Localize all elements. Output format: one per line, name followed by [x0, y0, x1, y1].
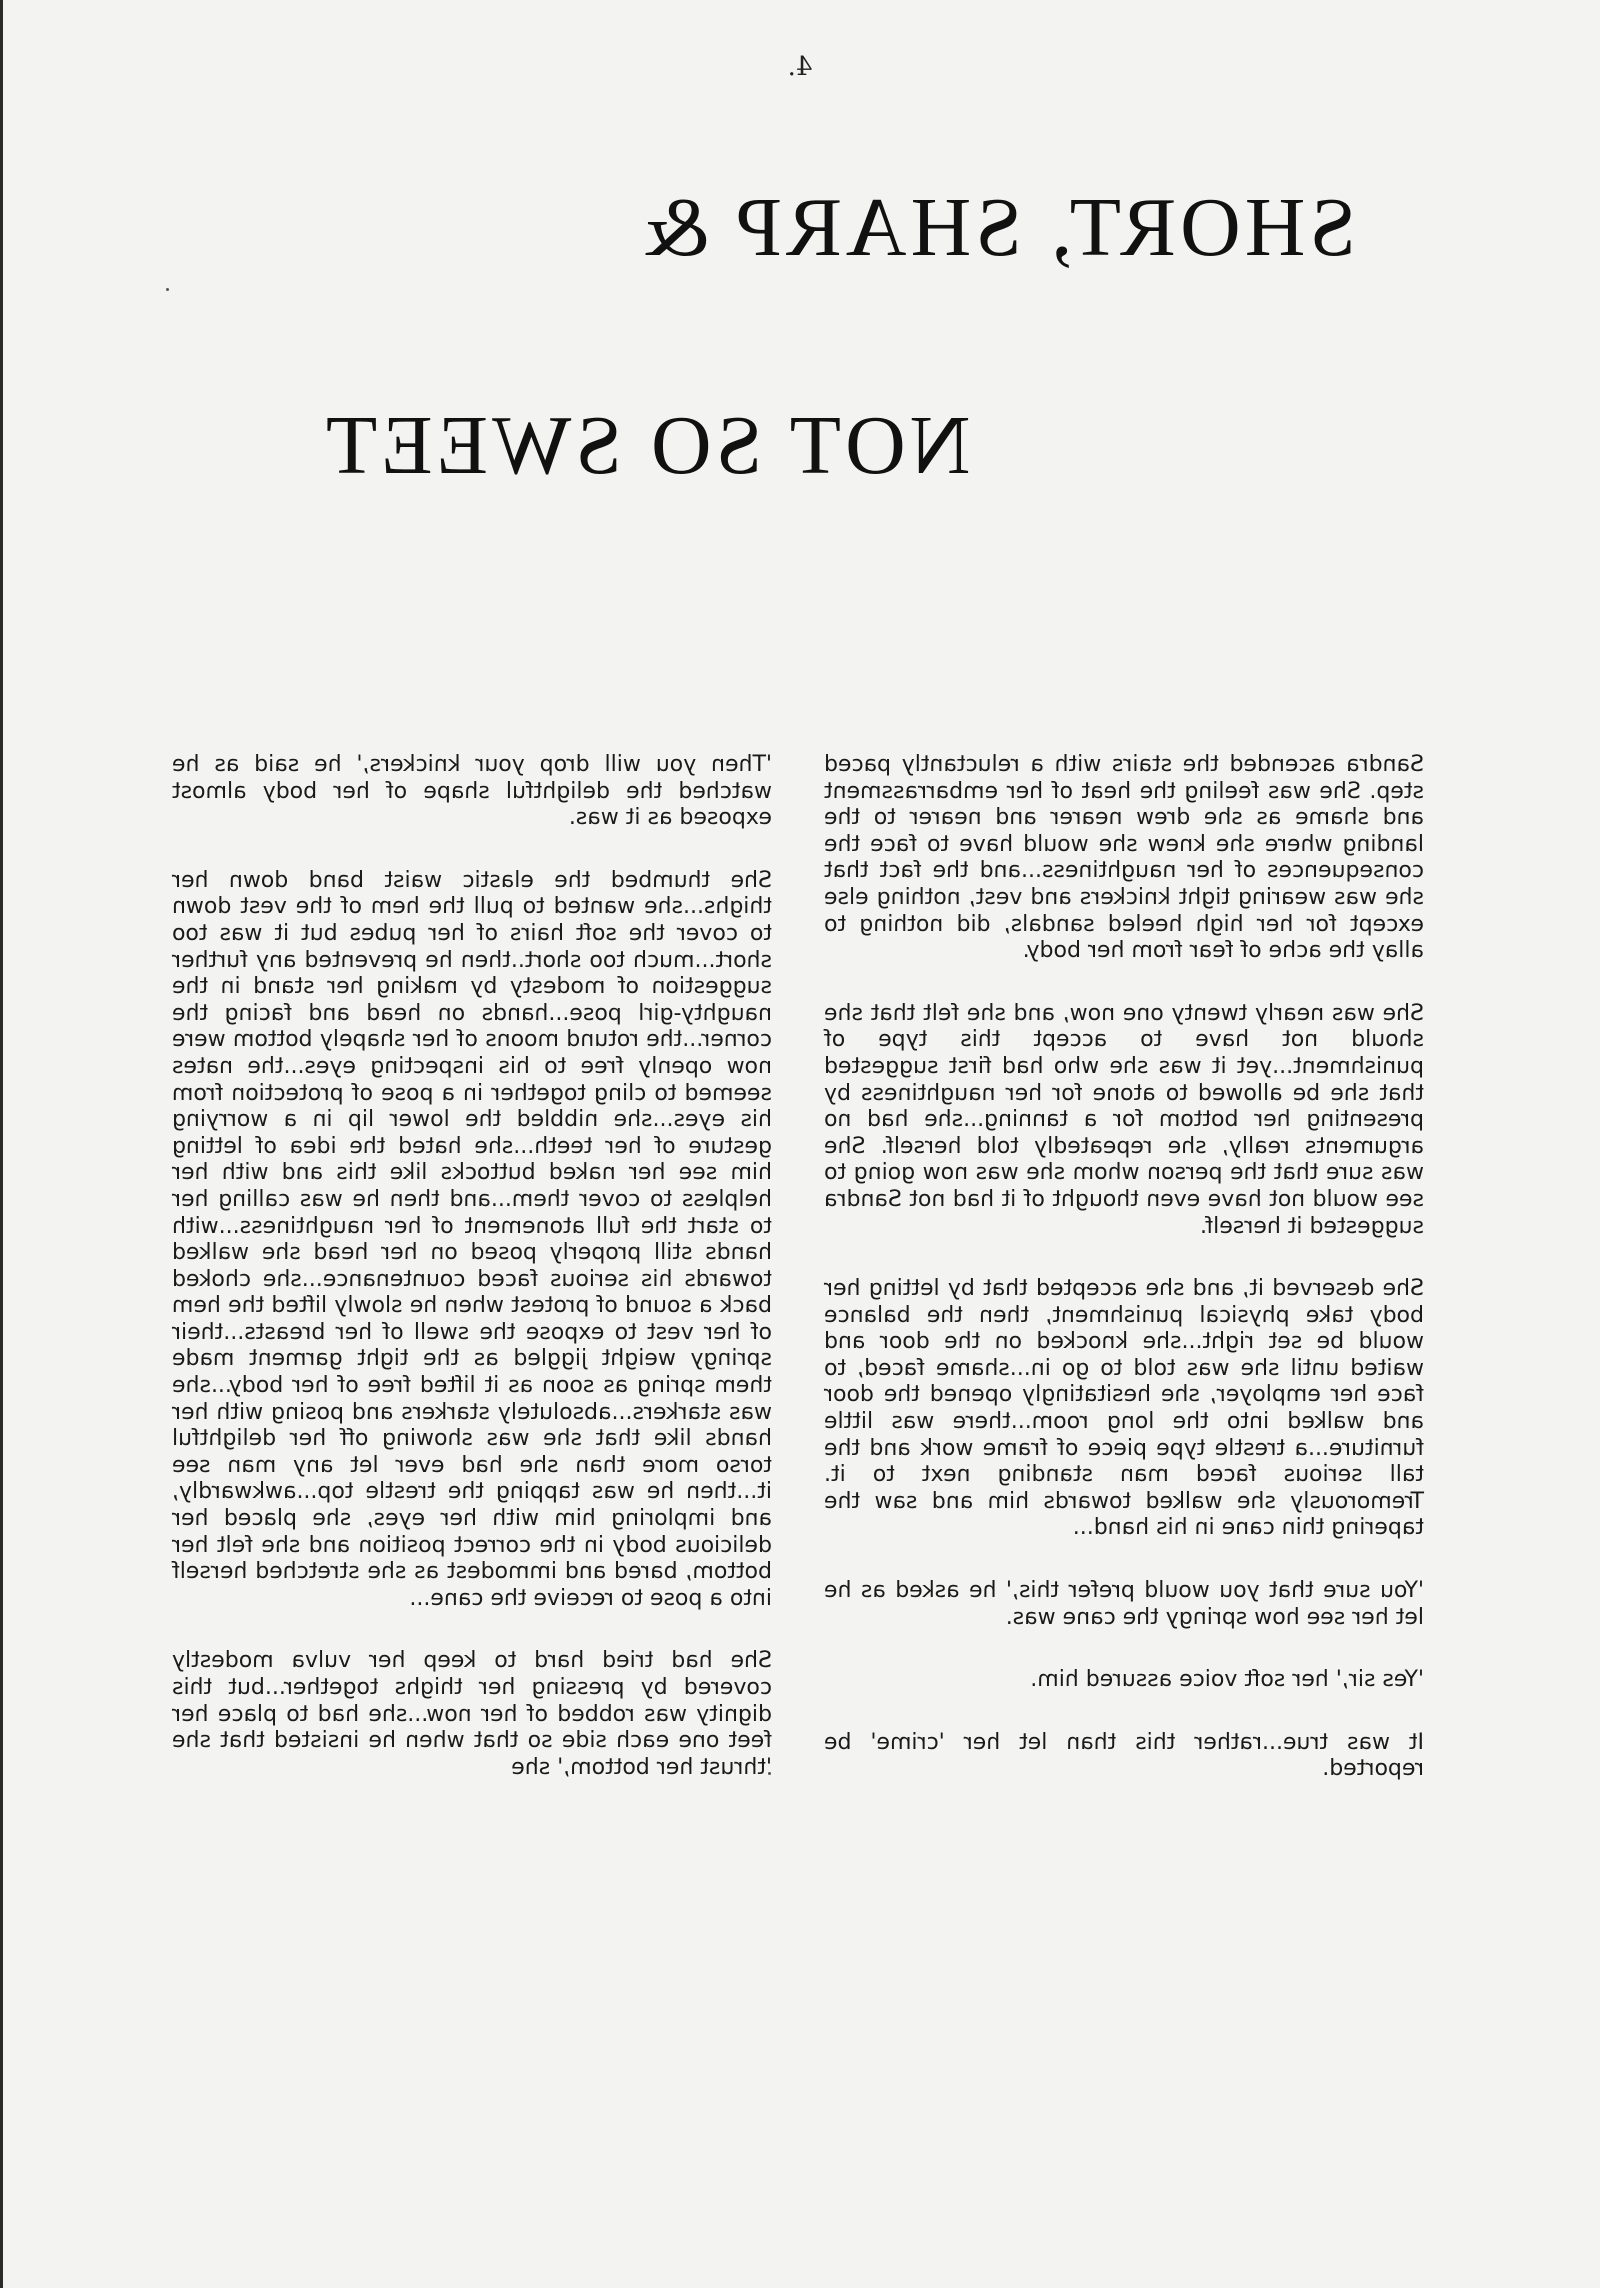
- paragraph: She thumbed the elastic waist band down her thighs...she wanted to pull the hem of the vest down to cover the soft hairs of her pubes but it was too short...much too short..then he prevented any further suggestion of modesty by making her stand in the naughty-girl pose...hands on head and facing the corner...the rotund moons of her shapely bottom were now openly free to his inspecting eyes...the nates seemed to cling together in a pose of protection from his eyes...she nibbled the lower lip in a worrying gesture of her teeth...she hated the idea of letting him see her naked buttocks like this and with her helpless to cover them...and then he was calling her to start the full atonement of her naughtiness...with hands still properly posed on her head she walked towards his serious faced countenance...she choked back a sound of protest when he slowly lifted the hem of her vest to expose the swell of her breasts...their springy weight jiggled as the tight garment made them spring as soon as it lifted free of her body...she was starkers...absolutely starkers and posing with her hands like that she was showing off her delightful torso more than she had ever let any man see it...then he was tapping the trestle top...awkwardly, and imploring him with her eyes, she placed her delicious body in the correct position and she felt her bottom, bared and immodest as she stretched herself into a pose to receive the cane...: [172, 867, 772, 1611]
- paragraph: 'Yes sir,' her soft voice assured him.: [1030, 1667, 1424, 1693]
- paragraph: It was true...rather this than let her 'crime' be reported.: [824, 1729, 1424, 1782]
- paragraph: She was nearly twenty one now, and she felt that she should not have to accept this type of punishment...yet it was she who had first suggested that she be allowed to atone for her naughtiness by presenting her bottom for a tanning...she had no arguments really, she repeatedly told herself. She was sure that the person whom she was now going to see would not have even thought of it had not Sandra suggested it herself.: [824, 1000, 1424, 1239]
- scan-speck: [166, 288, 169, 291]
- paragraph: She deserved it, and she accepted that by letting her body take physical punishment, then the balance would be set right...she knocked on the door and waited until she was told to go in...shame faced, to face her employer, she hesitatingly opened the door and walked into the long room...there was little furniture...a trestle type piece of frame work and the tall serious faced man standing next to it. Tremorously she walked towards him and saw the tapering thin cane in his hand...: [824, 1276, 1424, 1541]
- paragraph: 'Then you will drop your knickers,' he said as he watched the delightful shape of her body almost exposed as it was.: [172, 752, 772, 831]
- paragraph: 'You sure that you would prefer this,' he asked as he let her see how springy the cane was.: [824, 1578, 1424, 1630]
- paragraph: She had tried hard to keep her vulva modestly covered by pressing her thighs together...but this dignity was robbed of her now...she had to place her feet one each side so that when he insisted that she 'thrust her bottom,' she: [172, 1648, 772, 1780]
- text-column-first: [824, 752, 1424, 1819]
- text-column-second: [172, 752, 772, 1817]
- paragraph: Sandra ascended the stairs with a reluctantly paced step. She was feeling the heat of her embarrassment and shame as she drew nearer and nearer to the landing where she knew she would have to face the consequences of her naughtiness...and the fact that she was wearing tight knickers and vest, nothing else except for her high heeled sandals, did nothing to allay the ache of fear from her body.: [824, 752, 1424, 964]
- page-number: 4.: [787, 52, 813, 82]
- title-line-2: NOT SO SWEET: [322, 399, 971, 492]
- binding-edge: [0, 0, 3, 2288]
- title-line-1: SHORT, SHARP &: [640, 181, 1357, 274]
